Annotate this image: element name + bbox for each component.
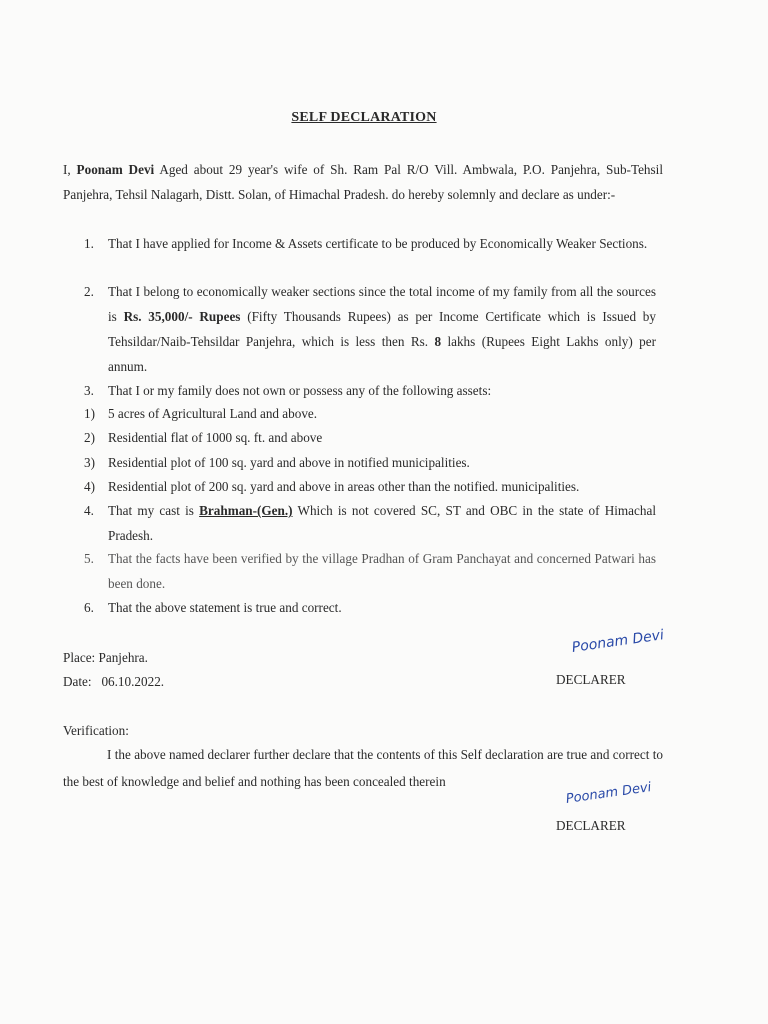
verification-label: Verification:: [63, 723, 129, 738]
item-number: 1): [84, 406, 95, 421]
item-text-part: (Fifty Thousands Rupees) as per Income Certificate which is Issued by Tehsildar/Naib-Tehsildar Panjehra, which is less then Rs.: [108, 309, 656, 349]
declarant-name: Poonam Devi: [76, 162, 155, 177]
item-text-part: That I belong to economically weaker sections since the total income of my family from all the sources is: [108, 284, 656, 324]
item-number: 1.: [84, 236, 94, 251]
verification-text: I the above named declarer further declare that the contents of this Self declaration are true and correct to the best of knowledge and belief and nothing has been concealed therein: [63, 747, 663, 789]
item-text: That the above statement is true and correct.: [108, 600, 342, 615]
item-text: Residential plot of 100 sq. yard and above in notified municipalities.: [108, 455, 470, 470]
signature-2: Poonam Devi: [564, 780, 653, 807]
item-text: 5 acres of Agricultural Land and above.: [108, 406, 318, 421]
item-number: 4.: [84, 503, 94, 518]
item-number: 3.: [84, 383, 94, 398]
item-text: [108, 498, 656, 548]
item-text-part: Which is not covered SC, ST and OBC in the state of Himachal Pradesh.: [108, 503, 656, 543]
item-text: That the facts have been verified by the village Pradhan of Gram Panchayat and concerned Patwari has been done.: [108, 551, 656, 591]
signature-1: Poonam Devi: [570, 627, 665, 656]
item-number: 2): [84, 430, 95, 445]
place-line: Place: Panjehra.: [63, 650, 148, 665]
intro-rest: Aged about 29 year's wife of Sh. Ram Pal R/O Vill. Ambwala, P.O. Panjehra, Sub-Tehsil Panjehra, Tehsil Nalagarh, Distt. Solan, of Himachal Pradesh. do hereby solemnly and declare as under:-: [63, 162, 663, 202]
item-number: 2.: [84, 284, 94, 299]
declarer-label-1: DECLARER: [556, 672, 626, 687]
item-text: [108, 279, 656, 379]
item-text: That I have applied for Income & Assets certificate to be produced by Economically Weaker Sections.: [108, 236, 648, 251]
intro-prefix: I,: [63, 162, 77, 177]
item-text: Residential plot of 200 sq. yard and above in areas other than the notified. municipalities.: [108, 479, 580, 494]
item-text: That I or my family does not own or possess any of the following assets:: [108, 383, 492, 398]
item-text-part: lakhs (Rupees Eight Lakhs only) per annum.: [108, 334, 656, 374]
income-amount: Rs. 35,000/- Rupees: [123, 309, 241, 324]
document-title: SELF DECLARATION: [291, 110, 437, 125]
item-number: 6.: [84, 600, 94, 615]
income-limit: 8: [434, 334, 442, 349]
item-number: 4): [84, 479, 95, 494]
item-text-part: That my cast is: [108, 503, 200, 518]
declarer-label-2: DECLARER: [556, 818, 626, 833]
item-number: 5.: [84, 551, 94, 566]
date-line: Date: 06.10.2022.: [63, 674, 165, 689]
intro-paragraph: [63, 157, 663, 207]
caste-value: Brahman-(Gen.): [199, 503, 293, 518]
item-number: 3): [84, 455, 95, 470]
item-text: Residential flat of 1000 sq. ft. and above: [108, 430, 323, 445]
